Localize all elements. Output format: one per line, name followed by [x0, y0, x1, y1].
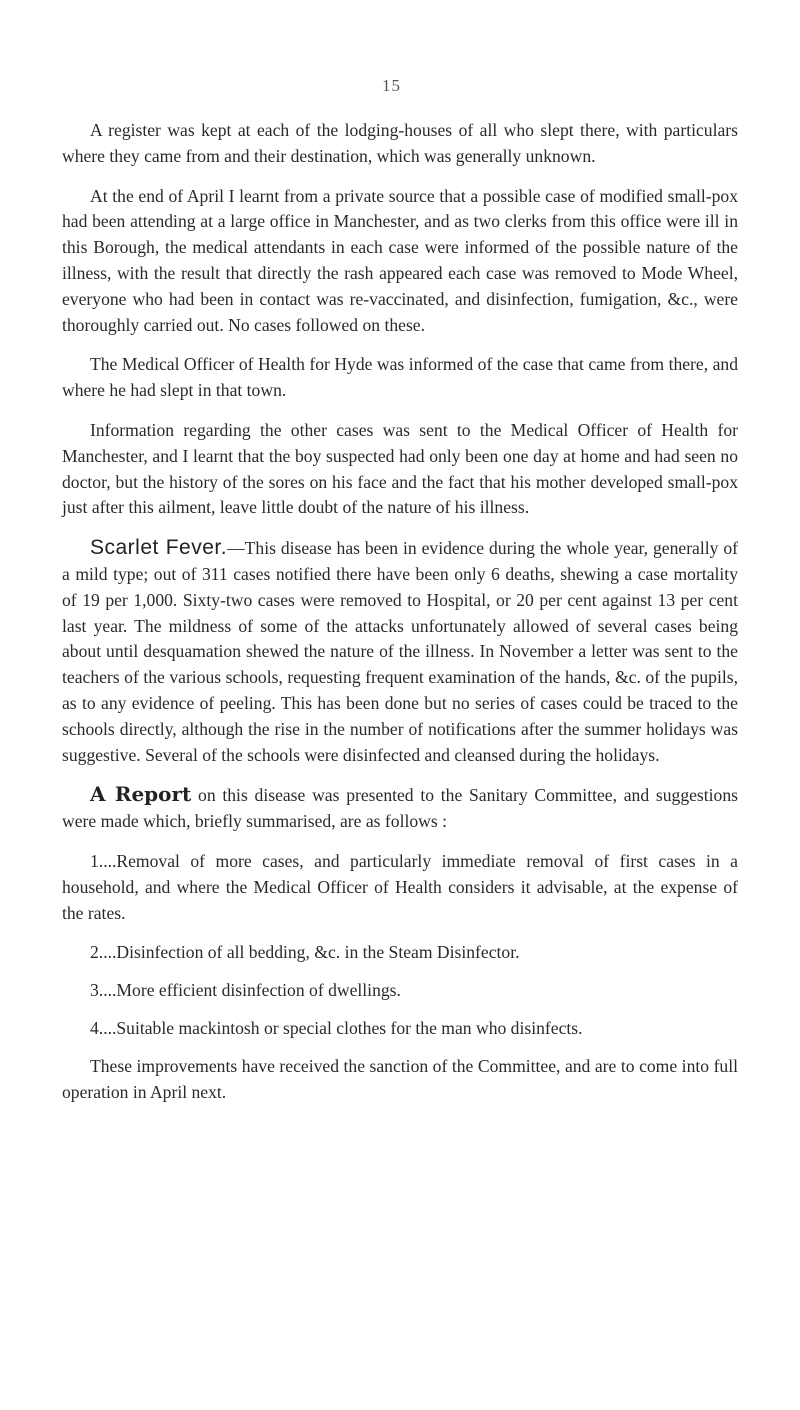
- paragraph-information: Information regarding the other cases was sent to the Medical Officer of Health for Manchester, and I learnt that the boy suspected had only been one day at home and had seen no doctor, but the history of the sores on his face and the fact that his mother developed small-pox just after this ailment, leave little doubt of the nature of his illness.: [62, 419, 738, 518]
- scarlet-fever-heading: Scarlet Fever.: [90, 536, 228, 560]
- report-text: on this disease was presented to the Sanitary Committee, and suggestions were made which, briefly summarised, are as follows :: [62, 785, 738, 832]
- suggestion-item: 2....Disinfection of all bedding, &c. in the Steam Disinfector.: [90, 942, 520, 963]
- suggestion-item: 1....Removal of more cases, and particularly immediate removal of first cases in a household, and where the Medical Officer of Health considers it advisable, at the expense of the rates.: [62, 850, 738, 923]
- paragraph-manchester-office: At the end of April I learnt from a private source that a possible case of modified small-pox had been attending at a large office in Manchester, and as two clerks from this office were ill in this Borough, the medical attendants in each case were informed of the possible nature of the illness, with the result that directly the rash appeared each case was removed to Mode Wheel, everyone who had been in contact was re-vaccinated, and disinfection, fumigation, &c., were thoroughly carried out. No cases followed on these.: [62, 185, 738, 335]
- scarlet-fever-text: —This disease has been in evidence during the whole year, generally of a mild type; out of 311 cases notified there have been only 6 deaths, shewing a case mortality of 19 per 1,000. Sixty-two cases were removed to Hospital, or 20 per cent against 13 per cent last year. The mildness of some of the attacks unfortunately allowed of several cases being about until desquamation shewed the nature of the illness. In November a letter was sent to the teachers of the various schools, requesting frequent examination of the hands, &c. of the pupils, as to any evidence of peeling. This has been done but no series of cases could be traced to the schools directly, although the rise in the number of notifications after the summer holidays was suggestive. Several of the schools were disinfected and cleansed during the holidays.: [62, 538, 738, 765]
- paragraph-hyde: The Medical Officer of Health for Hyde was informed of the case that came from there, and where he had slept in that town.: [62, 354, 738, 401]
- paragraph-closing: These improvements have received the sanction of the Committee, and are to come into full operation in April next.: [62, 1055, 738, 1102]
- page-number: 15: [382, 76, 401, 95]
- document-body: [62, 118, 738, 1119]
- paragraph-register: A register was kept at each of the lodging-houses of all who slept there, with particulars where they came from and their destination, which was generally unknown.: [62, 120, 738, 166]
- section-report: [62, 782, 738, 835]
- suggestion-item: 3....More efficient disinfection of dwellings.: [90, 980, 401, 1001]
- suggestion-item: 4....Suitable mackintosh or special clothes for the man who disinfects.: [90, 1017, 583, 1038]
- section-scarlet-fever: [62, 535, 738, 768]
- report-heading: A Report: [90, 782, 192, 807]
